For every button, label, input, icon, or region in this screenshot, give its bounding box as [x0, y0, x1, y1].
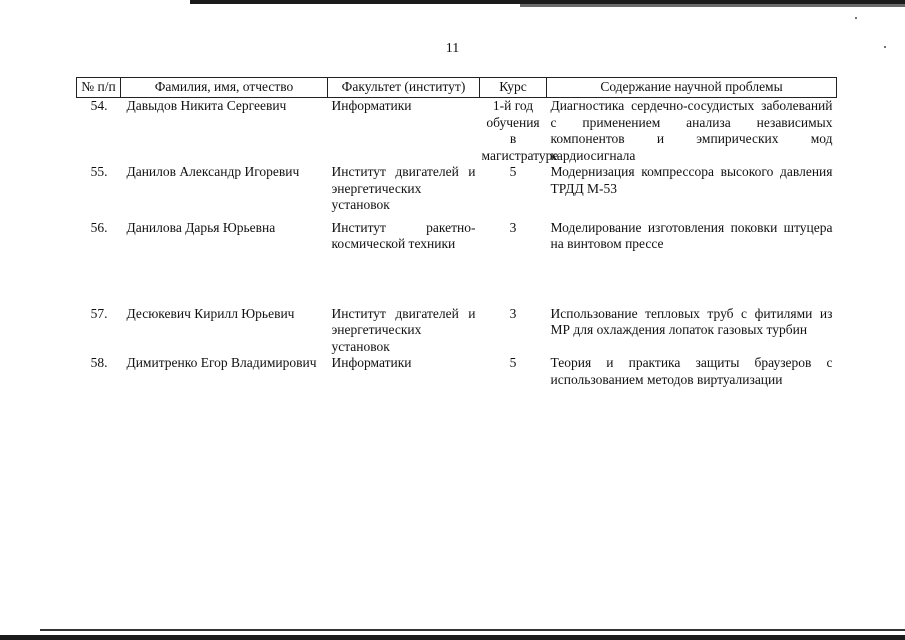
row-faculty: Информатики: [331, 355, 412, 370]
table-row: [77, 220, 837, 253]
students-table: [76, 77, 837, 388]
row-num: 56.: [90, 219, 108, 235]
row-name: Давыдов Никита Сергеевич: [126, 98, 287, 113]
row-name: Данилова Дарья Юрьевна: [126, 219, 276, 235]
row-num: 54.: [90, 98, 108, 113]
row-course: 5: [509, 164, 517, 179]
row-faculty: Информатики: [331, 98, 412, 113]
row-topic: Теория и практика защиты браузеров с использованием методов виртуализации: [550, 355, 833, 387]
table-row: [77, 355, 837, 388]
table-row: [77, 306, 837, 356]
scan-edge-bottom-line: [40, 629, 905, 631]
scan-edge-top-shadow: [520, 4, 905, 7]
header-faculty: Факультет (институт): [328, 78, 480, 98]
row-topic: Модернизация компрессора высокого давления ТРДД М-53: [550, 164, 833, 196]
header-topic: Содержание научной проблемы: [547, 78, 837, 98]
row-topic: Моделирование изготовления поковки штуцера на винтовом прессе: [550, 219, 833, 251]
header-name: Фамилия, имя, отчество: [121, 78, 328, 98]
header-course: Курс: [480, 78, 547, 98]
row-num: 55.: [90, 164, 108, 179]
table-row: [77, 164, 837, 214]
row-faculty: Институт ракетно-космической техники: [331, 219, 476, 251]
row-course: 5: [509, 355, 517, 370]
row-name: Десюкевич Кирилл Юрьевич: [126, 305, 295, 321]
row-topic: Использование тепловых труб с фитилями из МР для охлаждения лопаток газовых турбин: [550, 305, 833, 337]
table-row: [77, 98, 837, 165]
row-faculty: Институт двигателей и энергетических установок: [331, 164, 476, 212]
row-topic: Диагностика сердечно-сосудистых заболеваний с применением анализа независимых компонентов и эмпирических мод кардиосигнала: [550, 98, 833, 163]
row-name: Данилов Александр Игоревич: [126, 164, 300, 179]
row-course: 3: [509, 219, 517, 235]
header-num: № п/п: [77, 78, 121, 98]
table-header-row: [77, 78, 837, 98]
scan-edge-bottom: [0, 635, 905, 640]
row-num: 58.: [90, 355, 108, 370]
row-num: 57.: [90, 305, 108, 321]
row-spacer: [77, 253, 837, 306]
row-course: 3: [509, 305, 517, 321]
page-number: 11: [445, 41, 460, 56]
row-course: 1-й год обучения в магистратуре: [481, 98, 559, 163]
row-faculty: Институт двигателей и энергетических установок: [331, 305, 476, 354]
scan-speck: [855, 17, 857, 19]
row-name: Димитренко Егор Владимирович: [126, 355, 317, 370]
